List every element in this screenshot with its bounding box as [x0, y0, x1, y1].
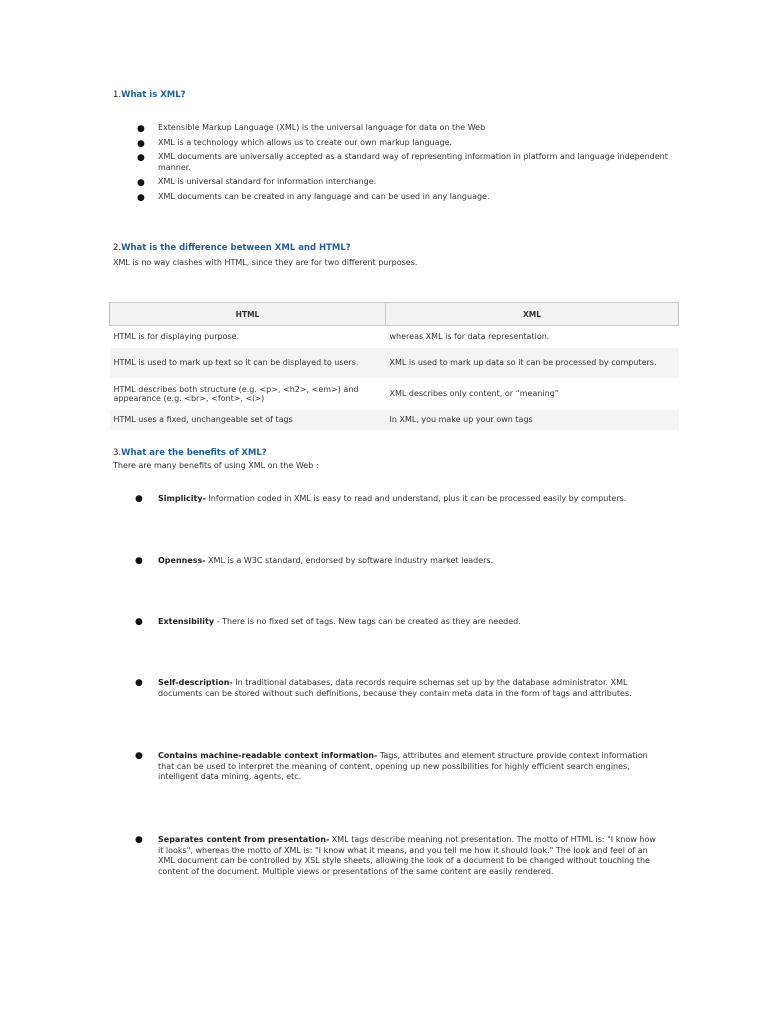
section-1-number: 1. — [113, 90, 122, 100]
bullet-icon: ● — [135, 556, 143, 566]
section-3-intro: There are many benefits of using XML on the Web : — [113, 461, 319, 470]
table-cell: HTML uses a fixed, unchangeable set of tags — [110, 410, 386, 430]
section-1-bullet-list — [137, 123, 678, 206]
benefit-item — [135, 494, 658, 505]
table-row — [110, 326, 679, 348]
table-cell: whereas XML is for data representation. — [389, 332, 550, 342]
bullet-icon: ● — [137, 124, 145, 134]
benefit-term: Openness- — [158, 556, 206, 565]
table-row — [110, 348, 679, 378]
list-item: ● Extensible Markup Language (XML) is the universal language for data on the Web — [137, 123, 486, 134]
section-3-number: 3. — [113, 448, 122, 458]
section-2-number: 2. — [113, 243, 122, 253]
bullet-icon: ● — [135, 835, 143, 845]
section-1-heading — [113, 90, 186, 100]
benefit-item — [135, 751, 658, 783]
benefit-term: Contains machine-readable context information- — [158, 751, 378, 760]
section-2-intro: XML is no way clashes with HTML, since they are for two different purposes. — [113, 258, 418, 267]
bullet-icon: ● — [135, 617, 143, 627]
bullet-icon: ● — [137, 178, 145, 188]
benefit-item — [135, 678, 658, 699]
section-2-heading — [113, 243, 351, 253]
list-item: ● XML documents are universally accepted as a standard way of representing information in platform and language independent manner. — [137, 152, 668, 172]
comparison-table — [109, 302, 679, 430]
benefit-item — [135, 835, 658, 877]
list-item: ● XML is a technology which allows us to create our own markup language. — [137, 137, 453, 149]
benefit-text: In traditional databases, data records require schemas set up by the database administrator. XML documents can be stored without such definitions, because they contain meta data in the form of tags and attributes. — [158, 678, 632, 698]
benefit-text: - There is no fixed set of tags. New tags can be created as they are needed. — [214, 617, 521, 626]
benefit-item — [135, 617, 658, 628]
table-cell: HTML describes both structure (e.g. <p>, <h2>, <em>) and appearance (e.g. <br>, <font>, <i>) — [113, 384, 359, 403]
table-header-xml: XML — [386, 303, 679, 326]
list-item: ● XML is universal standard for information interchange. — [137, 177, 377, 188]
table-row — [110, 378, 679, 410]
bullet-icon: ● — [137, 138, 145, 149]
section-3-title: What are the benefits of XML? — [121, 448, 267, 458]
section-2-title: What is the difference between XML and HTML? — [121, 243, 351, 253]
benefit-text: Tags, attributes and element structure provide context information that can be used to interpret the meaning of content, opening up new possibilities for highly efficient search engines, intelligent data mining, agents, etc. — [158, 751, 648, 781]
bullet-icon: ● — [135, 751, 143, 761]
benefit-term: Separates content from presentation- — [158, 835, 330, 844]
benefit-term: Self-description- — [158, 678, 233, 687]
benefit-item — [135, 556, 658, 567]
section-3-heading — [113, 448, 267, 458]
benefit-term: Extensibility — [158, 617, 215, 626]
table-cell: In XML, you make up your own tags — [386, 410, 679, 430]
table-header-row — [110, 303, 679, 326]
benefit-text: Information coded in XML is easy to read and understand, plus it can be processed easily by computers. — [205, 494, 627, 503]
bullet-icon: ● — [137, 153, 145, 163]
table-cell: XML is used to mark up data so it can be processed by computers. — [386, 348, 679, 378]
benefit-text: XML tags describe meaning not presentation. The motto of HTML is: "I know how it looks", whereas the motto of XML is: "I know what it means, and you tell me how it should look." The look and feel of an XML document can be controlled by XSL style sheets, allowing the look of a document to be changed without touching the content of the document. Multiple views or presentations of the same content are easily rendered. — [158, 835, 656, 876]
benefit-term: Simplicity- — [158, 494, 206, 503]
table-row — [110, 410, 679, 430]
list-item: ● XML documents can be created in any language and can be used in any language. — [137, 191, 490, 203]
table-cell: XML describes only content, or “meaning” — [389, 389, 559, 398]
bullet-icon: ● — [135, 678, 143, 688]
benefit-text: XML is a W3C standard, endorsed by software industry market leaders. — [205, 556, 494, 565]
table-header-html: HTML — [110, 303, 386, 326]
table-cell: HTML is used to mark up text so it can be displayed to users. — [110, 348, 386, 378]
bullet-icon: ● — [135, 494, 143, 504]
table-cell: HTML is for displaying purpose. — [113, 332, 240, 342]
bullet-icon: ● — [137, 192, 145, 203]
section-1-title: What is XML? — [121, 90, 186, 100]
